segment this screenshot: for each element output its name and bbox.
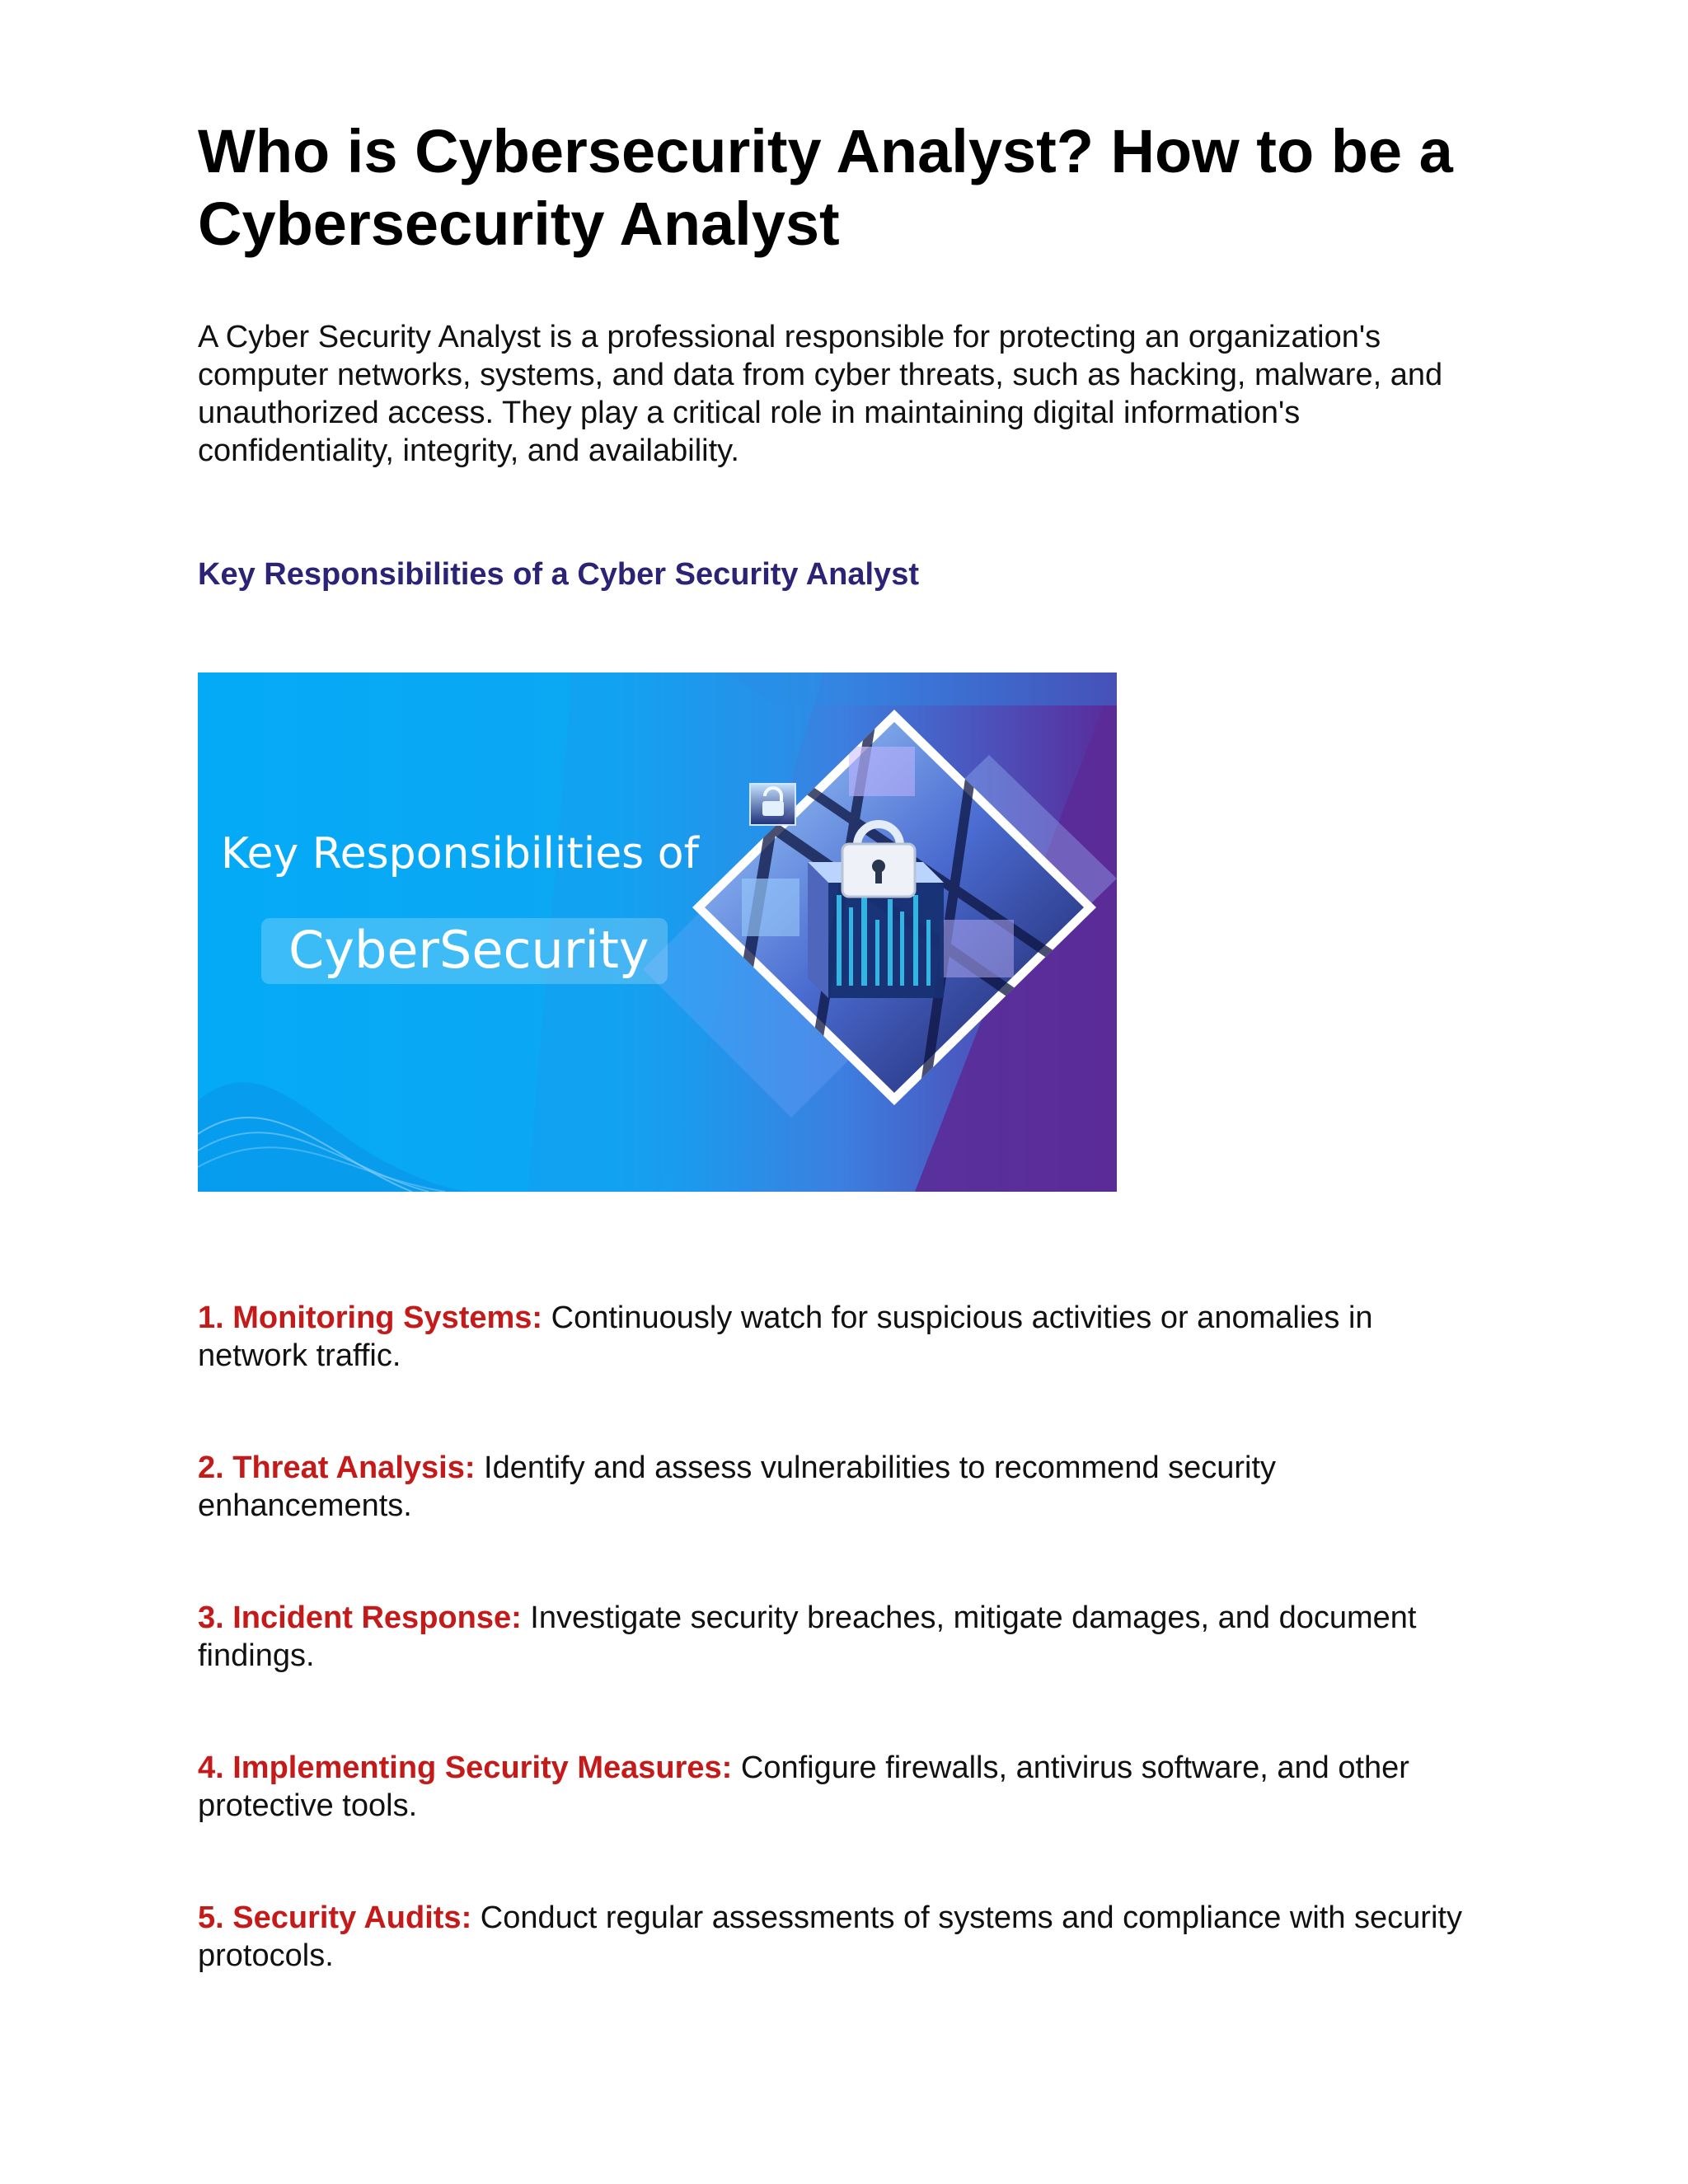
list-item xyxy=(198,1299,1484,1375)
item-label: 1. Monitoring Systems: xyxy=(198,1301,543,1335)
list-item xyxy=(198,1899,1484,1975)
item-text: Conduct regular assessments of systems and compliance with security protocols. xyxy=(198,1900,1462,1973)
item-label: 3. Incident Response: xyxy=(198,1601,522,1635)
banner-subheadline: CyberSecurity xyxy=(288,920,649,980)
section-heading: Key Responsibilities of a Cyber Security Analyst xyxy=(198,557,919,592)
item-text: Investigate security breaches, mitigate damages, and document findings. xyxy=(198,1601,1417,1673)
list-item xyxy=(198,1749,1484,1825)
item-label: 2. Threat Analysis: xyxy=(198,1451,476,1485)
page-title: Who is Cybersecurity Analyst? How to be a Cybersecurity Analyst xyxy=(198,117,1453,258)
banner-image xyxy=(198,673,1117,1192)
item-label: 4. Implementing Security Measures: xyxy=(198,1750,733,1785)
document-page xyxy=(198,115,1517,2049)
banner-headline: Key Responsibilities of xyxy=(221,829,699,879)
item-text: Identify and assess vulnerabilities to recommend security enhancements. xyxy=(198,1451,1277,1523)
list-item xyxy=(198,1449,1484,1525)
responsibilities-list xyxy=(198,1299,1517,1975)
item-text: Configure firewalls, antivirus software, and other protective tools. xyxy=(198,1750,1409,1823)
item-text: Continuously watch for suspicious activities or anomalies in network traffic. xyxy=(198,1301,1373,1373)
item-label: 5. Security Audits: xyxy=(198,1900,472,1935)
small-cube xyxy=(750,784,795,825)
intro-paragraph: A Cyber Security Analyst is a professional responsible for protecting an organization's computer networks, systems, and data from cyber threats, such as hacking, malware, and unauthorized access. They play a critical role in maintaining digital information's confidentiality, integrity, and availability. xyxy=(198,320,1443,468)
list-item xyxy=(198,1599,1484,1675)
